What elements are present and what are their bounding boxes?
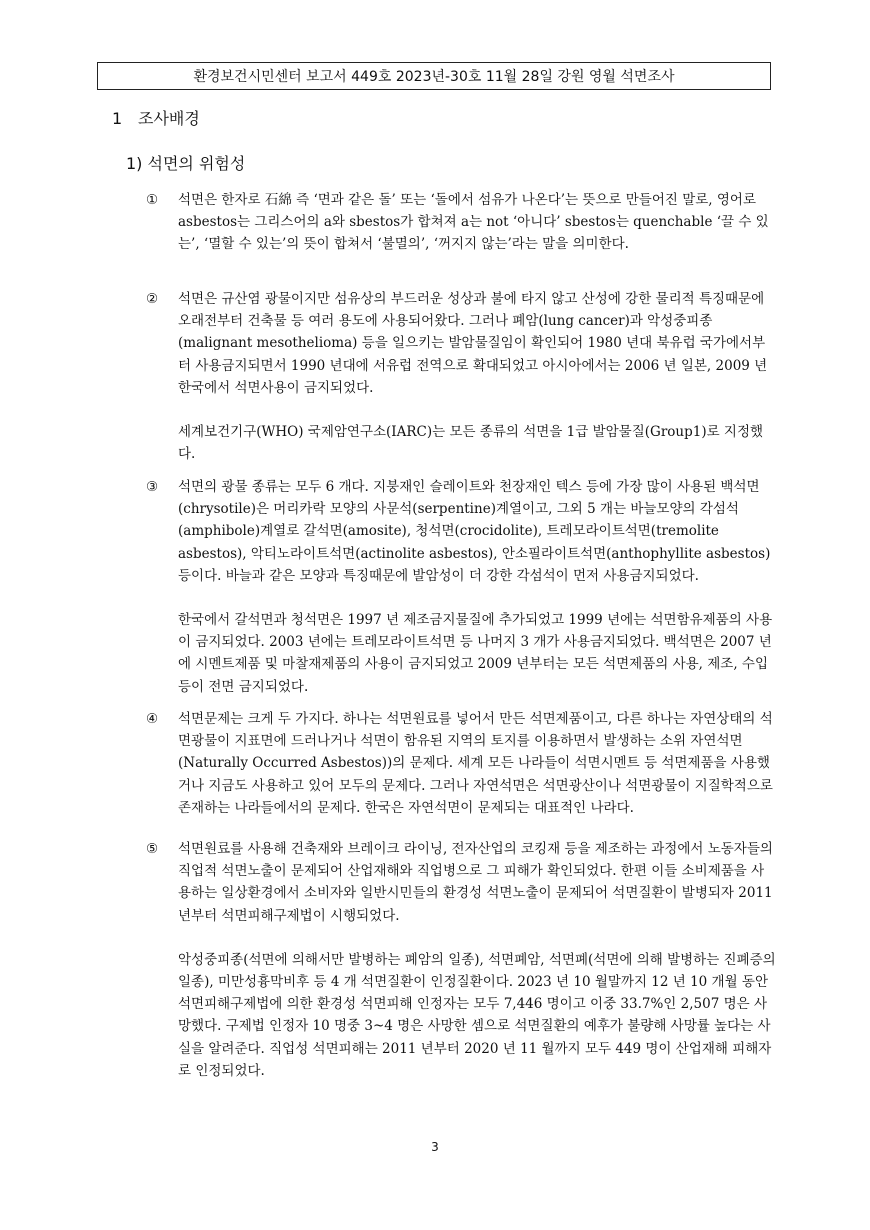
list-item xyxy=(146,838,776,1082)
paragraph: 석면원료를 사용해 건축재와 브레이크 라이닝, 전자산업의 코킹재 등을 제조하는 과정에서 노동자들의 직업적 석면노출이 문제되어 산업재해와 직업병으로 그 피해가 확인되었다. 한편 이들 소비제품을 사용하는 일상환경에서 소비자와 일반시민들의 환경성 석면노출이 문제되어 석면질환이 발병되자 2011 년부터 석면피해구제법이 시행되었다. xyxy=(178,841,773,924)
list-item xyxy=(146,476,776,698)
paragraph: 석면문제는 크게 두 가지다. 하나는 석면원료를 넣어서 만든 석면제품이고, 다른 하나는 자연상태의 석면광물이 지표면에 드러나거나 석면이 함유된 지역의 토지를 이용하면서 발생하는 소위 자연석면(Naturally Occurred Asbestos))의 문제다. 세계 모든 나라들이 석면시멘트 등 석면제품을 사용했거나 지금도 사용하고 있어 모두의 문제다. 그러나 자연석면은 석면광산이나 석면광물이 지질학적으로 존재하는 나라들에서의 문제다. 한국은 자연석면이 문제되는 대표적인 나라다. xyxy=(178,711,773,816)
paragraph: 세계보건기구(WHO) 국제암연구소(IARC)는 모든 종류의 석면을 1급 발암물질(Group1)로 지정했다. xyxy=(178,424,764,463)
section-heading xyxy=(112,106,200,129)
subsection-heading: 1) 석면의 위험성 xyxy=(126,154,246,173)
list-item xyxy=(146,708,776,819)
item-body xyxy=(178,838,776,1082)
list-item xyxy=(146,189,776,256)
item-body xyxy=(178,288,776,465)
section-title: 조사배경 xyxy=(138,109,200,128)
item-body xyxy=(178,476,776,698)
report-header xyxy=(97,62,771,90)
item-marker: ③ xyxy=(146,479,159,495)
item-marker: ② xyxy=(146,291,159,307)
paragraph: 석면은 한자로 石綿 즉 ‘면과 같은 돌’ 또는 ‘돌에서 섬유가 나온다’는 뜻으로 만들어진 말로, 영어로 asbestos는 그리스어의 a와 sbestos가 합쳐져 a는 not ‘아니다’ sbestos는 quenchable ‘끌 수 있는’, ‘멸할 수 있는’의 뜻이 합쳐서 ‘불멸의’, ‘꺼지지 않는’라는 말을 의미한다. xyxy=(178,192,769,253)
page-number: 3 xyxy=(431,1140,439,1154)
item-marker: ④ xyxy=(146,711,159,727)
item-body xyxy=(178,189,776,256)
item-marker: ① xyxy=(146,192,159,208)
section-number: 1 xyxy=(112,109,123,128)
report-header-text: 환경보건시민센터 보고서 449호 2023년-30호 11월 28일 강원 영월 석면조사 xyxy=(193,69,675,85)
item-body xyxy=(178,708,776,819)
paragraph: 악성중피종(석면에 의해서만 발병하는 폐암의 일종), 석면폐암, 석면폐(석면에 의해 발병하는 진폐증의 일종), 미만성흉막비후 등 4 개 석면질환이 인정질환이다. 2023 년 10 월말까지 12 년 10 개월 동안 석면피해구제법에 의한 환경성 석면피해 인정자는 모두 7,446 명이고 이중 33.7%인 2,507 명은 사망했다. 구제법 인정자 10 명중 3~4 명은 사망한 셈으로 석면질환의 예후가 불량해 사망률 높다는 사실을 알려준다. 직업성 석면피해는 2011 년부터 2020 년 11 월까지 모두 449 명이 산업재해 피해자로 인정되었다. xyxy=(178,951,776,1079)
paragraph: 한국에서 갈석면과 청석면은 1997 년 제조금지물질에 추가되었고 1999 년에는 석면함유제품의 사용이 금지되었다. 2003 년에는 트레모라이트석면 등 나머지 3 개가 사용금지되었다. 백석면은 2007 년에 시멘트제품 및 마찰재제품의 사용이 금지되었고 2009 년부터는 모든 석면제품의 사용, 제조, 수입 등이 전면 금지되었다. xyxy=(178,612,773,695)
paragraph: 석면의 광물 종류는 모두 6 개다. 지붕재인 슬레이트와 천장재인 텍스 등에 가장 많이 사용된 백석면(chrysotile)은 머리카락 모양의 사문석(serpentine)계열이고, 그외 5 개는 바늘모양의 각섬석(amphibole)계열로 갈석면(amosite), 청석면(crocidolite), 트레모라이트석면(tremolite asbestos), 악티노라이트석면(actinolite asbestos), 안소필라이트석면(anthophyllite asbestos) 등이다. 바늘과 같은 모양과 특징때문에 발암성이 더 강한 각섬석이 먼저 사용금지되었다. xyxy=(178,479,771,584)
item-marker: ⑤ xyxy=(146,841,159,857)
list-item xyxy=(146,288,776,465)
paragraph: 석면은 규산염 광물이지만 섬유상의 부드러운 성상과 불에 타지 않고 산성에 강한 물리적 특징때문에 오래전부터 건축물 등 여러 용도에 사용되어왔다. 그러나 폐암(lung cancer)과 악성중피종(malignant mesothelioma) 등을 일으키는 발암물질임이 확인되어 1980 년대 북유럽 국가에서부터 사용금지되면서 1990 년대에 서유럽 전역으로 확대되었고 아시아에서는 2006 년 일본, 2009 년 한국에서 석면사용이 금지되었다. xyxy=(178,291,768,396)
